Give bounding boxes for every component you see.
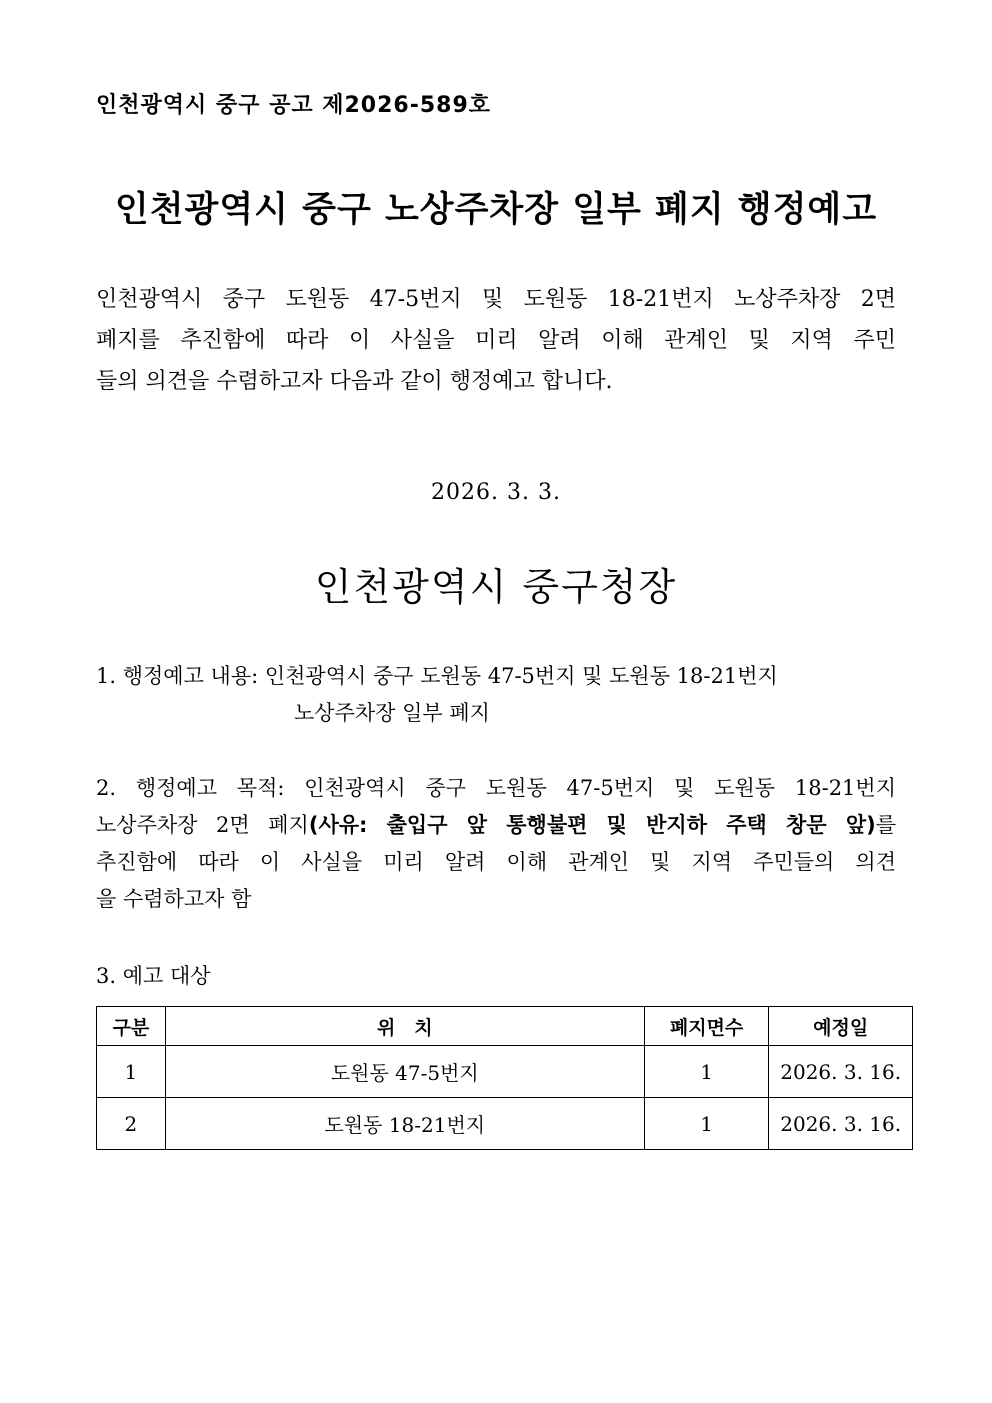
purpose-line-reason xyxy=(96,807,896,844)
header-division: 구분 xyxy=(97,1007,166,1046)
cell-location: 도원동 47-5번지 xyxy=(165,1046,644,1098)
header-removed-count: 폐지면수 xyxy=(644,1007,769,1046)
purpose-reason: (사유: 출입구 앞 통행불편 및 반지하 주택 창문 앞) xyxy=(308,813,876,837)
intro-line: 폐지를 추진함에 따라 이 사실을 미리 알려 이해 관계인 및 지역 주민 xyxy=(96,328,896,353)
cell-scheduled-date: 2026. 3. 16. xyxy=(769,1098,913,1150)
purpose-line: 추진함에 따라 이 사실을 미리 알려 이해 관계인 및 지역 주민들의 의견 xyxy=(96,850,896,874)
table-row xyxy=(97,1046,913,1098)
cell-removed-count: 1 xyxy=(644,1046,769,1098)
table-header-row xyxy=(97,1007,913,1046)
target-table xyxy=(96,1006,913,1150)
section-content-text: 인천광역시 중구 도원동 47-5번지 및 도원동 18-21번지 xyxy=(264,664,778,688)
purpose-text: 노상주차장 2면 폐지 xyxy=(96,813,309,837)
table-row xyxy=(97,1098,913,1150)
header-scheduled-date: 예정일 xyxy=(769,1007,913,1046)
purpose-line: 2. 행정예고 목적: 인천광역시 중구 도원동 47-5번지 및 도원동 18-21번지 xyxy=(96,776,896,800)
cell-division: 2 xyxy=(97,1098,166,1150)
intro-paragraph xyxy=(96,279,896,402)
section-content-label: 1. 행정예고 내용: xyxy=(96,664,265,688)
notice-date: 2026. 3. 3. xyxy=(431,480,561,505)
issuer-name: 인천광역시 중구청장 xyxy=(314,565,678,609)
section-content xyxy=(96,658,896,732)
cell-scheduled-date: 2026. 3. 16. xyxy=(769,1046,913,1098)
section-content-line xyxy=(96,658,896,695)
purpose-line: 을 수렴하고자 함 xyxy=(96,887,252,911)
section-target-label: 3. 예고 대상 xyxy=(96,964,211,988)
cell-division: 1 xyxy=(97,1046,166,1098)
cell-removed-count: 1 xyxy=(644,1098,769,1150)
intro-line: 들의 의견을 수렴하고자 다음과 같이 행정예고 합니다. xyxy=(96,369,613,394)
intro-line: 인천광역시 중구 도원동 47-5번지 및 도원동 18-21번지 노상주차장 2면 xyxy=(96,287,896,312)
cell-location: 도원동 18-21번지 xyxy=(165,1098,644,1150)
document-title: 인천광역시 중구 노상주차장 일부 폐지 행정예고 xyxy=(114,190,878,230)
purpose-text: 를 xyxy=(875,813,897,837)
notice-number: 인천광역시 중구 공고 제2026-589호 xyxy=(96,93,492,118)
section-purpose xyxy=(96,770,896,918)
header-location: 위 치 xyxy=(165,1007,644,1046)
section-content-text-cont: 노상주차장 일부 폐지 xyxy=(294,701,490,725)
